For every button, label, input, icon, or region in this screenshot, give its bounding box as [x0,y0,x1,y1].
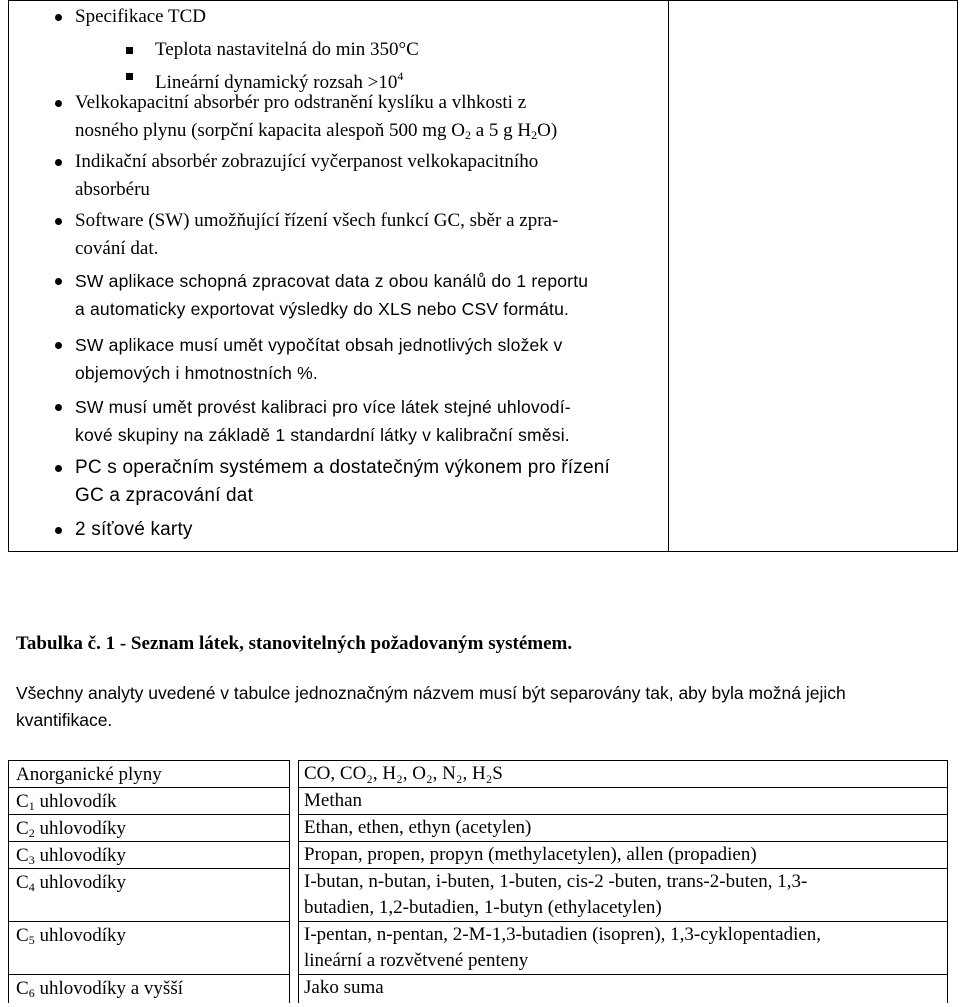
table-row [8,815,948,842]
bullet-icon [55,404,62,411]
bullet-icon [55,159,62,166]
spec-item-line: Velkokapacitní absorbér pro odstranění kyslíku a vlhkosti z [75,92,527,113]
square-bullet-icon [126,47,133,54]
substances-table [8,760,948,1003]
group-cell: $C_3$ uhlovodíky [8,842,289,869]
spec-item-line: SW aplikace schopná zpracovat data z obou kanálů do 1 reportu [75,271,589,291]
bullet-icon [55,342,62,349]
substances-cell: I-pentan, n-pentan, 2-M-1,3-butadien (isopren), 1,3-cyklopentadien, lineární a rozvětvené penteny [298,922,948,975]
bullet-icon [55,14,62,21]
table-row [8,788,948,815]
spec-item-line: objemových i hmotnostních %. [75,363,318,383]
subitem-unit: °C [398,39,419,60]
substances-cell: Methan [298,788,948,815]
spec-item-line: Software (SW) umožňující řízení všech funkcí GC, sběr a zpra- [75,210,559,231]
subitem-exponent: 4 [397,69,404,83]
table-note: Všechny analyty uvedené v tabulce jednoznačným názvem musí být separovány tak, aby byla možná jejich kvantifikace. [16,683,846,730]
substances-cell: I-butan, n-butan, i-buten, 1-buten, cis-2 -buten, trans-2-buten, 1,3- butadien, 1,2-butadien, 1-butyn (ethylacetylen) [298,869,948,922]
specification-cell: Specifikace TCD Teplota nastavitelná do min 350°C Lineární dynamický rozsah $>10^4$ Velkokapacitní absorbér pro odstranění kyslíku a vlhkosti z nosného plynu (sorpční kapacita alespoň 500 mg $O_2$ a 5 g $H_2O$) Indikační absorbér zobrazující vyčerpanost velkokapacitního absorbéru Software (SW) umožňující řízení všech funkcí GC, sběr a zpra- cování dat. SW aplikace schopná zpracovat data z obou kanálů do 1 reportu a automaticky exportovat výsledky do XLS nebo CSV formátu. SW aplikace musí umět vypočítat obsah jednotlivých složek v objemových i hmotnostních %. SW musí umět provést kalibraci pro více látek stejné uhlovodí- kové skupiny na základě 1 standardní látky v kalibrační směsi. PC s operačním systémem a dostatečným výkonem pro řízení GC a zpracování dat 2 síťové karty [9,1,669,551]
bullet-icon [55,465,62,472]
substances-cell: Propan, propen, propyn (methylacetylen), allen (propadien) [298,842,948,869]
table-row [8,869,948,922]
group-cell: $C_2$ uhlovodíky [8,815,289,842]
spec-item-line: SW musí umět provést kalibraci pro více látek stejné uhlovodí- [75,397,571,417]
table-row [8,975,948,1003]
bullet-icon [55,100,62,107]
spec-item-line: absorbéru [75,179,150,200]
spec-item-line: SW aplikace musí umět vypočítat obsah jednotlivých složek v [75,335,563,355]
spec-item-line: a automaticky exportovat výsledky do XLS nebo CSV formátu. [75,299,570,319]
group-cell: $C_5$ uhlovodíky [8,922,289,975]
table-row [8,922,948,975]
spec-item-line: 2 síťové karty [75,519,193,540]
empty-cell [669,1,957,551]
group-cell: $C_4$ uhlovodíky [8,869,289,922]
substances-cell: CO, CO₂, H₂, O₂, N₂, H₂S [298,761,948,788]
substances-cell: Jako suma [304,977,384,998]
subitem-text: Teplota nastavitelná do min 350 [155,39,399,60]
table-caption: Tabulka č. 1 - Seznam látek, stanovitelných požadovaným systémem. [16,633,573,654]
spec-item-line: Indikační absorbér zobrazující vyčerpanost velkokapacitního [75,151,539,172]
spec-item-line: cování dat. [75,238,159,259]
group-cell: Anorganické plyny [8,761,289,788]
spec-item-line: GC a zpracování dat [75,485,254,506]
spec-title: Specifikace TCD [75,6,207,27]
spec-item-line: kové skupiny na základě 1 standardní látky v kalibrační směsi. [75,425,570,445]
specification-table [8,0,958,552]
spec-item-line: PC s operačním systémem a dostatečným výkonem pro řízení [75,457,610,478]
group-cell: $C_6$ uhlovodíky a vyšší [16,978,183,1000]
table-row [8,842,948,869]
substances-cell: Ethan, ethen, ethyn (acetylen) [298,815,948,842]
group-cell: $C_1$ uhlovodík [8,788,289,815]
bullet-icon [55,527,62,534]
table-row [8,761,948,788]
square-bullet-icon [126,73,133,80]
subitem-text: Lineární dynamický rozsah >10 [155,72,398,93]
bullet-icon [55,278,62,285]
bullet-icon [55,218,62,225]
